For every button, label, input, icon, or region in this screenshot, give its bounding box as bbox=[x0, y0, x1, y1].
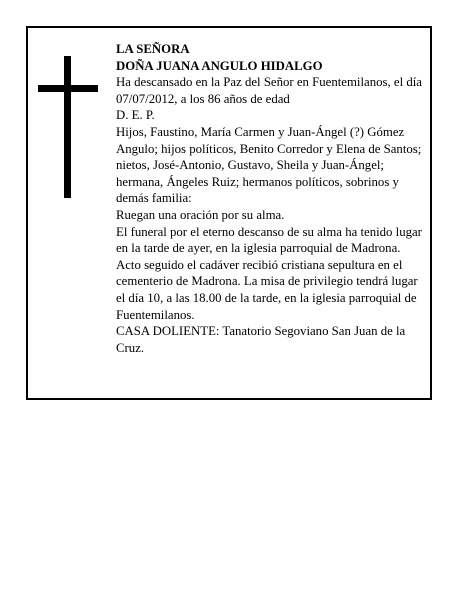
death-announcement: Ha descansado en la Paz del Señor en Fuentemilanos, el día 07/07/2012, a los 86 años de edad bbox=[116, 75, 422, 106]
notice-text bbox=[116, 41, 426, 356]
cross-horizontal-bar bbox=[38, 85, 98, 92]
obituary-notice bbox=[26, 26, 432, 400]
cross-vertical-bar bbox=[64, 56, 71, 198]
family-list: Hijos, Faustino, María Carmen y Juan-Ángel (?) Gómez Angulo; hijos políticos, Benito Corredor y Elena de Santos; nietos, José-Antonio, Gustavo, Sheila y Juan-Ángel; hermana, Ángeles Ruiz; hermanos políticos, sobrinos y demás familia: bbox=[116, 124, 422, 206]
notice-heading: LA SEÑORA bbox=[116, 42, 190, 56]
rip-line: D. E. P. bbox=[116, 108, 155, 123]
prayer-request: Ruegan una oración por su alma. bbox=[116, 207, 285, 222]
funeral-details: El funeral por el eterno descanso de su alma ha tenido lugar en la tarde de ayer, en la iglesia parroquial de Madrona. Acto seguido el cadáver recibió cristiana sepultura en el cementerio de Madrona. La misa de privilegio tendrá lugar el día 10, a las 18.00 de la tarde, en la iglesia parroquial de Fuentemilanos. bbox=[116, 224, 422, 322]
cross-icon bbox=[38, 56, 98, 198]
deceased-name: DOÑA JUANA ANGULO HIDALGO bbox=[116, 58, 323, 73]
funeral-home: CASA DOLIENTE: Tanatorio Segoviano San Juan de la Cruz. bbox=[116, 324, 406, 355]
